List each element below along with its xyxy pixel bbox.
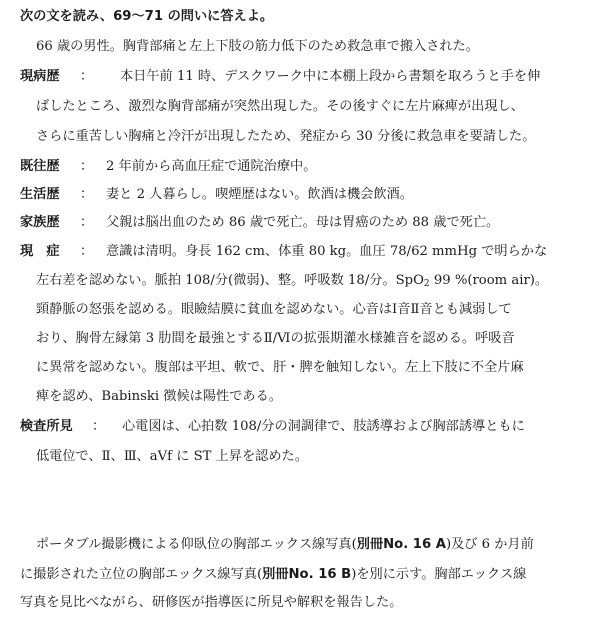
past-history-label: 既往歴: [20, 159, 60, 174]
question-instruction: 次の文を読み、69〜71 の問いに答えよ。: [20, 9, 274, 24]
xray-text: ポータブル撮影機による仰臥位の胸部エックス線写真(: [36, 537, 357, 552]
case-intro: 66 歳の男性。胸背部痛と左上下肢の筋力低下のため救急車で搬入された。: [36, 39, 479, 54]
xray-paragraph-line: [36, 536, 534, 554]
findings-line: に異常を認めない。腹部は平坦、軟で、肝・脾を触知しない。左上下肢に不全片麻: [36, 360, 524, 375]
exam-findings-line: 心電図は、心拍数 108/分の洞調律で、肢誘導および胸部誘導ともに: [122, 419, 525, 434]
present-illness-colon: ：: [80, 69, 94, 84]
findings-line-vitals: [36, 272, 548, 290]
xray-paragraph-line: [20, 566, 526, 584]
xray-text: に撮影された立位の胸部エックス線写真(: [20, 567, 263, 582]
findings-line-vitals-pre: 左右差を認めない。脈拍 108/分(微弱)、整。呼吸数 18/分。SpO: [36, 273, 424, 288]
exam-findings-line: 低電位で、Ⅱ、Ⅲ、aVf に ST 上昇を認めた。: [36, 449, 308, 464]
xray-paragraph-line: 写真を見比べながら、研修医が指導医に所見や解釈を報告した。: [20, 595, 403, 610]
exam-findings-label: 検査所見: [20, 419, 73, 434]
social-history-label: 生活歴: [20, 187, 60, 202]
present-illness-line: さらに重苦しい胸痛と冷汗が出現したため、発症から 30 分後に救急車を要請した。: [36, 129, 536, 144]
supplement-ref-16a: 別冊No. 16 A: [356, 537, 446, 552]
exam-findings-colon: ：: [92, 419, 106, 434]
findings-label: 現 症: [20, 244, 60, 259]
past-history-text: 2 年前から高血圧症で通院治療中。: [106, 159, 317, 174]
findings-line-vitals-post: 99 %(room air)。: [429, 273, 549, 288]
findings-line: 痺を認め、Babinski 徴候は陽性である。: [36, 389, 282, 404]
xray-text: )及び 6 か月前: [445, 537, 534, 552]
present-illness-line: ばしたところ、激烈な胸背部痛が突然出現した。その後すぐに左片麻痺が出現し、: [36, 99, 524, 114]
family-history-text: 父親は脳出血のため 86 歳で死亡。母は胃癌のため 88 歳で死亡。: [106, 215, 500, 230]
social-history-text: 妻と 2 人暮らし。喫煙歴はない。飲酒は機会飲酒。: [106, 187, 413, 202]
xray-text: )を別に示す。胸部エックス線: [351, 567, 527, 582]
findings-colon: ：: [80, 244, 94, 259]
present-illness-label: 現病歴: [20, 69, 60, 84]
family-history-label: 家族歴: [20, 215, 60, 230]
present-illness-line: 本日午前 11 時、デスクワーク中に本棚上段から書類を取ろうと手を伸: [120, 69, 541, 84]
past-history-colon: ：: [80, 159, 94, 174]
family-history-colon: ：: [80, 215, 94, 230]
supplement-ref-16b: 別冊No. 16 B: [262, 567, 352, 582]
social-history-colon: ：: [80, 187, 94, 202]
findings-line: 頸静脈の怒張を認める。眼瞼結膜に貧血を認めない。心音はⅠ音Ⅱ音とも減弱して: [36, 302, 512, 317]
findings-line: 意識は清明。身長 162 cm、体重 80 kg。血圧 78/62 mmHg で明らかな: [106, 244, 548, 259]
spo2-subscript: 2: [423, 279, 430, 289]
findings-line: おり、胸骨左縁第 3 肋間を最強とするⅡ/Ⅵの拡張期灌水様雑音を認める。呼吸音: [36, 331, 515, 346]
